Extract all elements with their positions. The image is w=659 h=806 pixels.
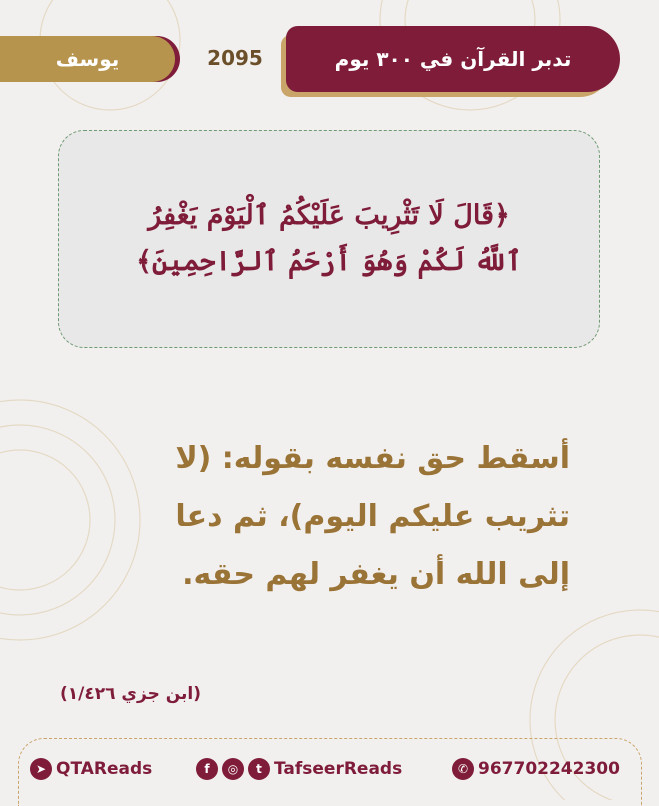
reflection-line: إلى الله أن يغفر لهم حقه.: [182, 557, 570, 592]
telegram-link[interactable]: [30, 758, 152, 780]
instagram-icon[interactable]: ◎: [222, 758, 244, 780]
surah-name: يوسف: [55, 47, 120, 71]
reflection-line: تثريب عليكم اليوم)، ثم دعا: [175, 499, 570, 534]
surah-name-badge: [0, 36, 175, 82]
series-title: تدبر القرآن في ٣٠٠ يوم: [334, 47, 572, 71]
reflection-line: أسقط حق نفسه بقوله: (لا: [175, 441, 570, 476]
twitter-icon[interactable]: t: [248, 758, 270, 780]
telegram-handle: QTAReads: [56, 759, 153, 779]
verse-box: [58, 130, 600, 348]
social-handle: TafseerReads: [274, 759, 403, 779]
whatsapp-number: 967702242300: [478, 759, 620, 779]
series-title-banner: [286, 26, 620, 92]
verse-text: [110, 193, 548, 285]
facebook-icon[interactable]: f: [196, 758, 218, 780]
social-links[interactable]: [196, 758, 402, 780]
verse-line: ٱللَّهُ لَكُمْ وَهُوَ أَرْحَمُ ٱلرَّاحِمِينَ﴾: [136, 246, 522, 277]
source-citation: (ابن جزي ١/٤٢٦): [60, 684, 202, 704]
verse-line: ﴿قَالَ لَا تَثْرِيبَ عَلَيْكُمُ ٱلْيَوْمَ يَغْفِرُ: [148, 200, 510, 231]
reflection-text: [90, 430, 570, 604]
post-number: 2095: [207, 46, 263, 70]
whatsapp-icon: ✆: [452, 758, 474, 780]
whatsapp-link[interactable]: [452, 758, 620, 780]
telegram-icon: ➤: [30, 758, 52, 780]
